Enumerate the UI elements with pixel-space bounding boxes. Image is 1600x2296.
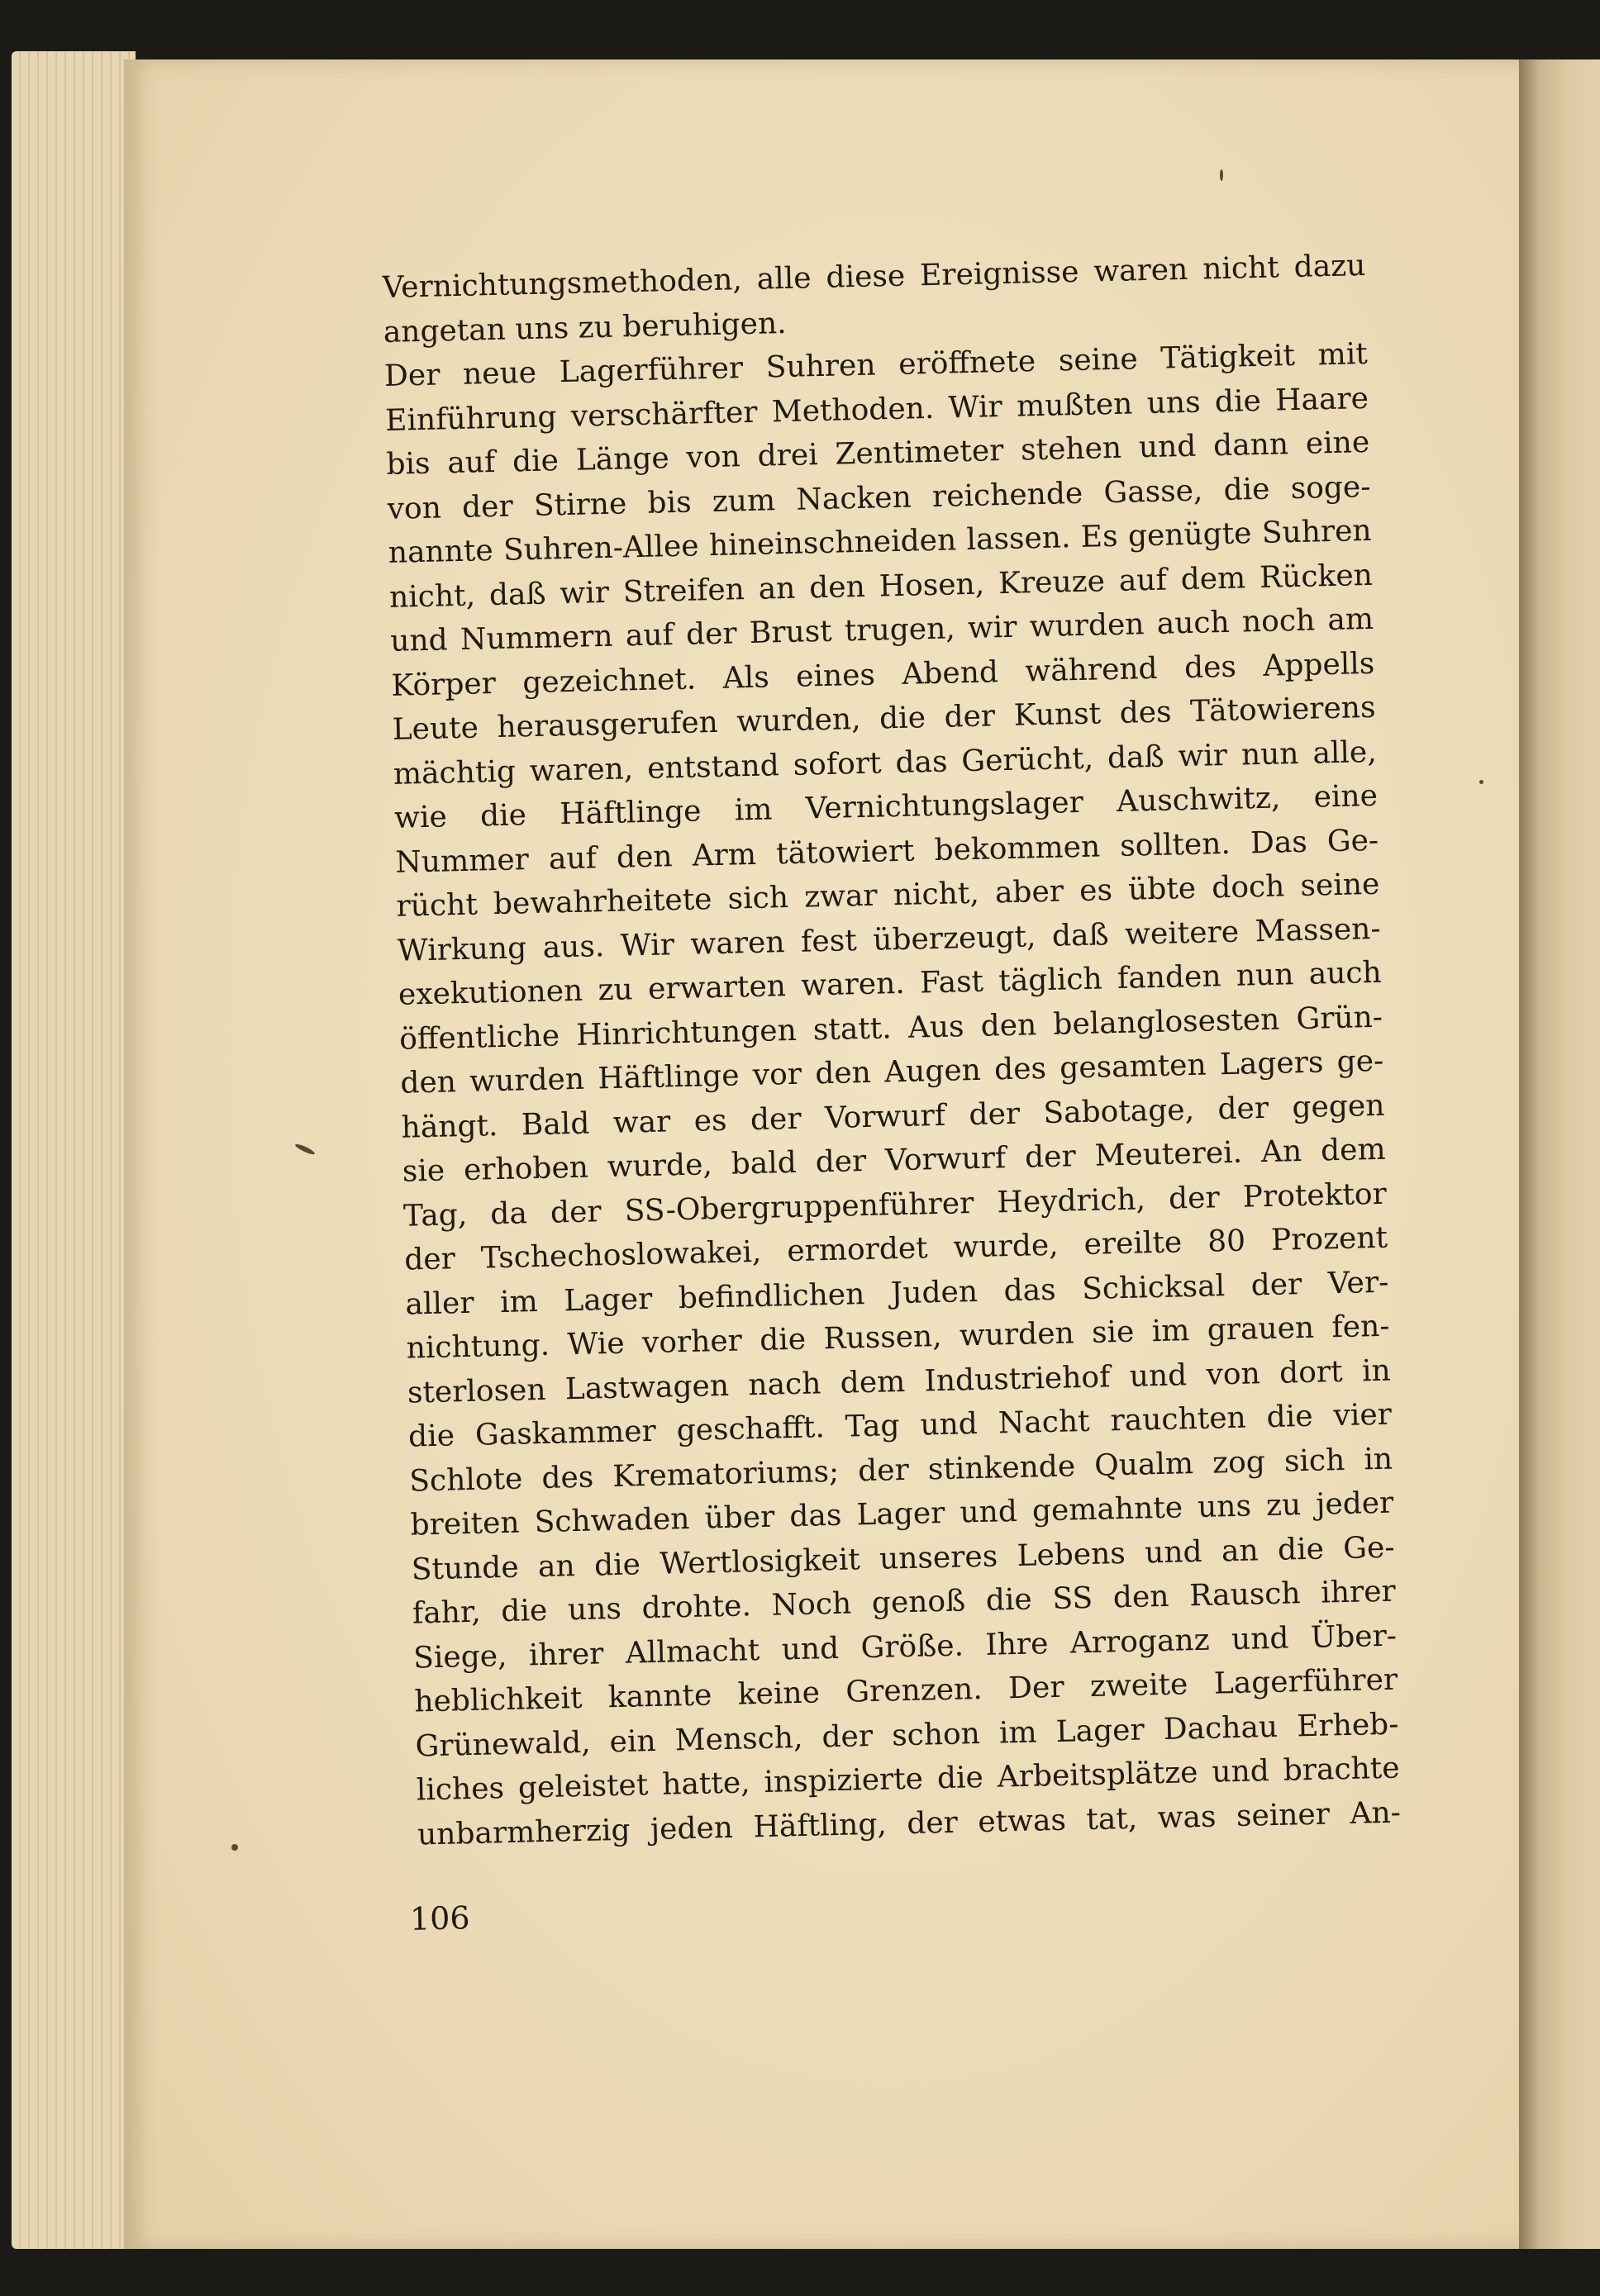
text-line: nicht, daß wir Streifen an den Hosen, Kreuze auf dem Rücken <box>388 558 1374 615</box>
text-line: Nummer auf den Arm tätowiert bekommen sollten. Das Ge- <box>394 823 1379 880</box>
text-line: Wirkung aus. Wir waren fest überzeugt, daß weitere Massen- <box>397 911 1381 968</box>
text-line: wie die Häftlinge im Vernichtungslager Auschwitz, eine <box>393 778 1379 835</box>
text-line: Grünewald, ein Mensch, der schon im Lager Dachau Erheb- <box>415 1707 1399 1764</box>
text-line: sterlosen Lastwagen nach dem Industriehof und von dort in <box>407 1353 1392 1410</box>
text-line: öffentliche Hinrichtungen statt. Aus den belanglosesten Grün- <box>398 1000 1383 1057</box>
text-line: exekutionen zu erwarten waren. Fast täglich fanden nun auch <box>398 955 1383 1012</box>
text-line: liches geleistet hatte, inspizierte die Arbeitsplätze und brachte <box>416 1751 1401 1808</box>
page-number: 106 <box>409 1899 471 1937</box>
text-line: unbarmherzig jeden Häftling, der etwas tat, was seiner An- <box>417 1795 1402 1852</box>
text-line: aller im Lager befindlichen Juden das Schicksal der Ver- <box>405 1265 1389 1322</box>
page-edges <box>12 51 136 2249</box>
text-line: der Tschechoslowakei, ermordet wurde, ereilte 80 Prozent <box>403 1220 1388 1277</box>
text-line: heblichkeit kannte keine Grenzen. Der zweite Lagerführer <box>413 1662 1398 1719</box>
paper-speck <box>231 1844 238 1851</box>
paper-speck <box>1220 169 1223 181</box>
text-line: sie erhoben wurde, bald der Vorwurf der Meuterei. An dem <box>402 1132 1387 1189</box>
text-line: nannte Suhren-Allee hineinschneiden lassen. Es genügte Suhren <box>388 513 1373 570</box>
text-line: Schlote des Krematoriums; der stinkende Qualm zog sich in <box>408 1442 1393 1499</box>
text-line: und Nummern auf der Brust trugen, wir wurden auch noch am <box>389 601 1374 658</box>
text-line: Einführung verschärfter Methoden. Wir mußten uns die Haare <box>384 381 1369 438</box>
text-line: Stunde an die Wertlosigkeit unseres Lebens und an die Ge- <box>411 1530 1395 1587</box>
text-line: nichtung. Wie vorher die Russen, wurden sie im grauen fen- <box>406 1309 1390 1366</box>
paper-speck <box>1479 780 1483 784</box>
text-line: Leute herausgerufen wurden, die der Kunst des Tätowierens <box>392 690 1376 747</box>
text-line: rücht bewahrheitete sich zwar nicht, aber es übte doch seine <box>396 867 1380 924</box>
text-line: angetan uns zu beruhigen. <box>383 306 788 349</box>
text-line: mächtig waren, entstand sofort das Gerücht, daß wir nun alle, <box>393 734 1378 791</box>
text-line: Körper gezeichnet. Als eines Abend während des Appells <box>391 646 1375 703</box>
body-text <box>382 244 1402 1876</box>
facing-page-edge <box>1519 59 1600 2249</box>
text-line: fahr, die uns drohte. Noch genoß die SS den Rausch ihrer <box>412 1574 1397 1631</box>
text-line: Tag, da der SS-Obergruppenführer Heydrich, der Protektor <box>402 1177 1388 1234</box>
text-line: breiten Schwaden über das Lager und gemahnte uns zu jeder <box>410 1486 1394 1543</box>
text-line: von der Stirne bis zum Nacken reichende Gasse, die soge- <box>387 469 1371 526</box>
text-line: die Gaskammer geschafft. Tag und Nacht rauchten die vier <box>407 1397 1393 1454</box>
text-line: Siege, ihrer Allmacht und Größe. Ihre Arroganz und Über- <box>412 1619 1398 1676</box>
text-line: bis auf die Länge von drei Zentimeter stehen und dann eine <box>385 425 1370 482</box>
text-line: Der neue Lagerführer Suhren eröffnete seine Tätigkeit mit <box>383 336 1369 393</box>
text-line: den wurden Häftlinge vor den Augen des gesamten Lagers ge- <box>399 1043 1384 1100</box>
text-line: hängt. Bald war es der Vorwurf der Sabotage, der gegen <box>401 1088 1385 1145</box>
text-line: Vernichtungsmethoden, alle diese Ereignisse waren nicht dazu <box>382 249 1366 305</box>
